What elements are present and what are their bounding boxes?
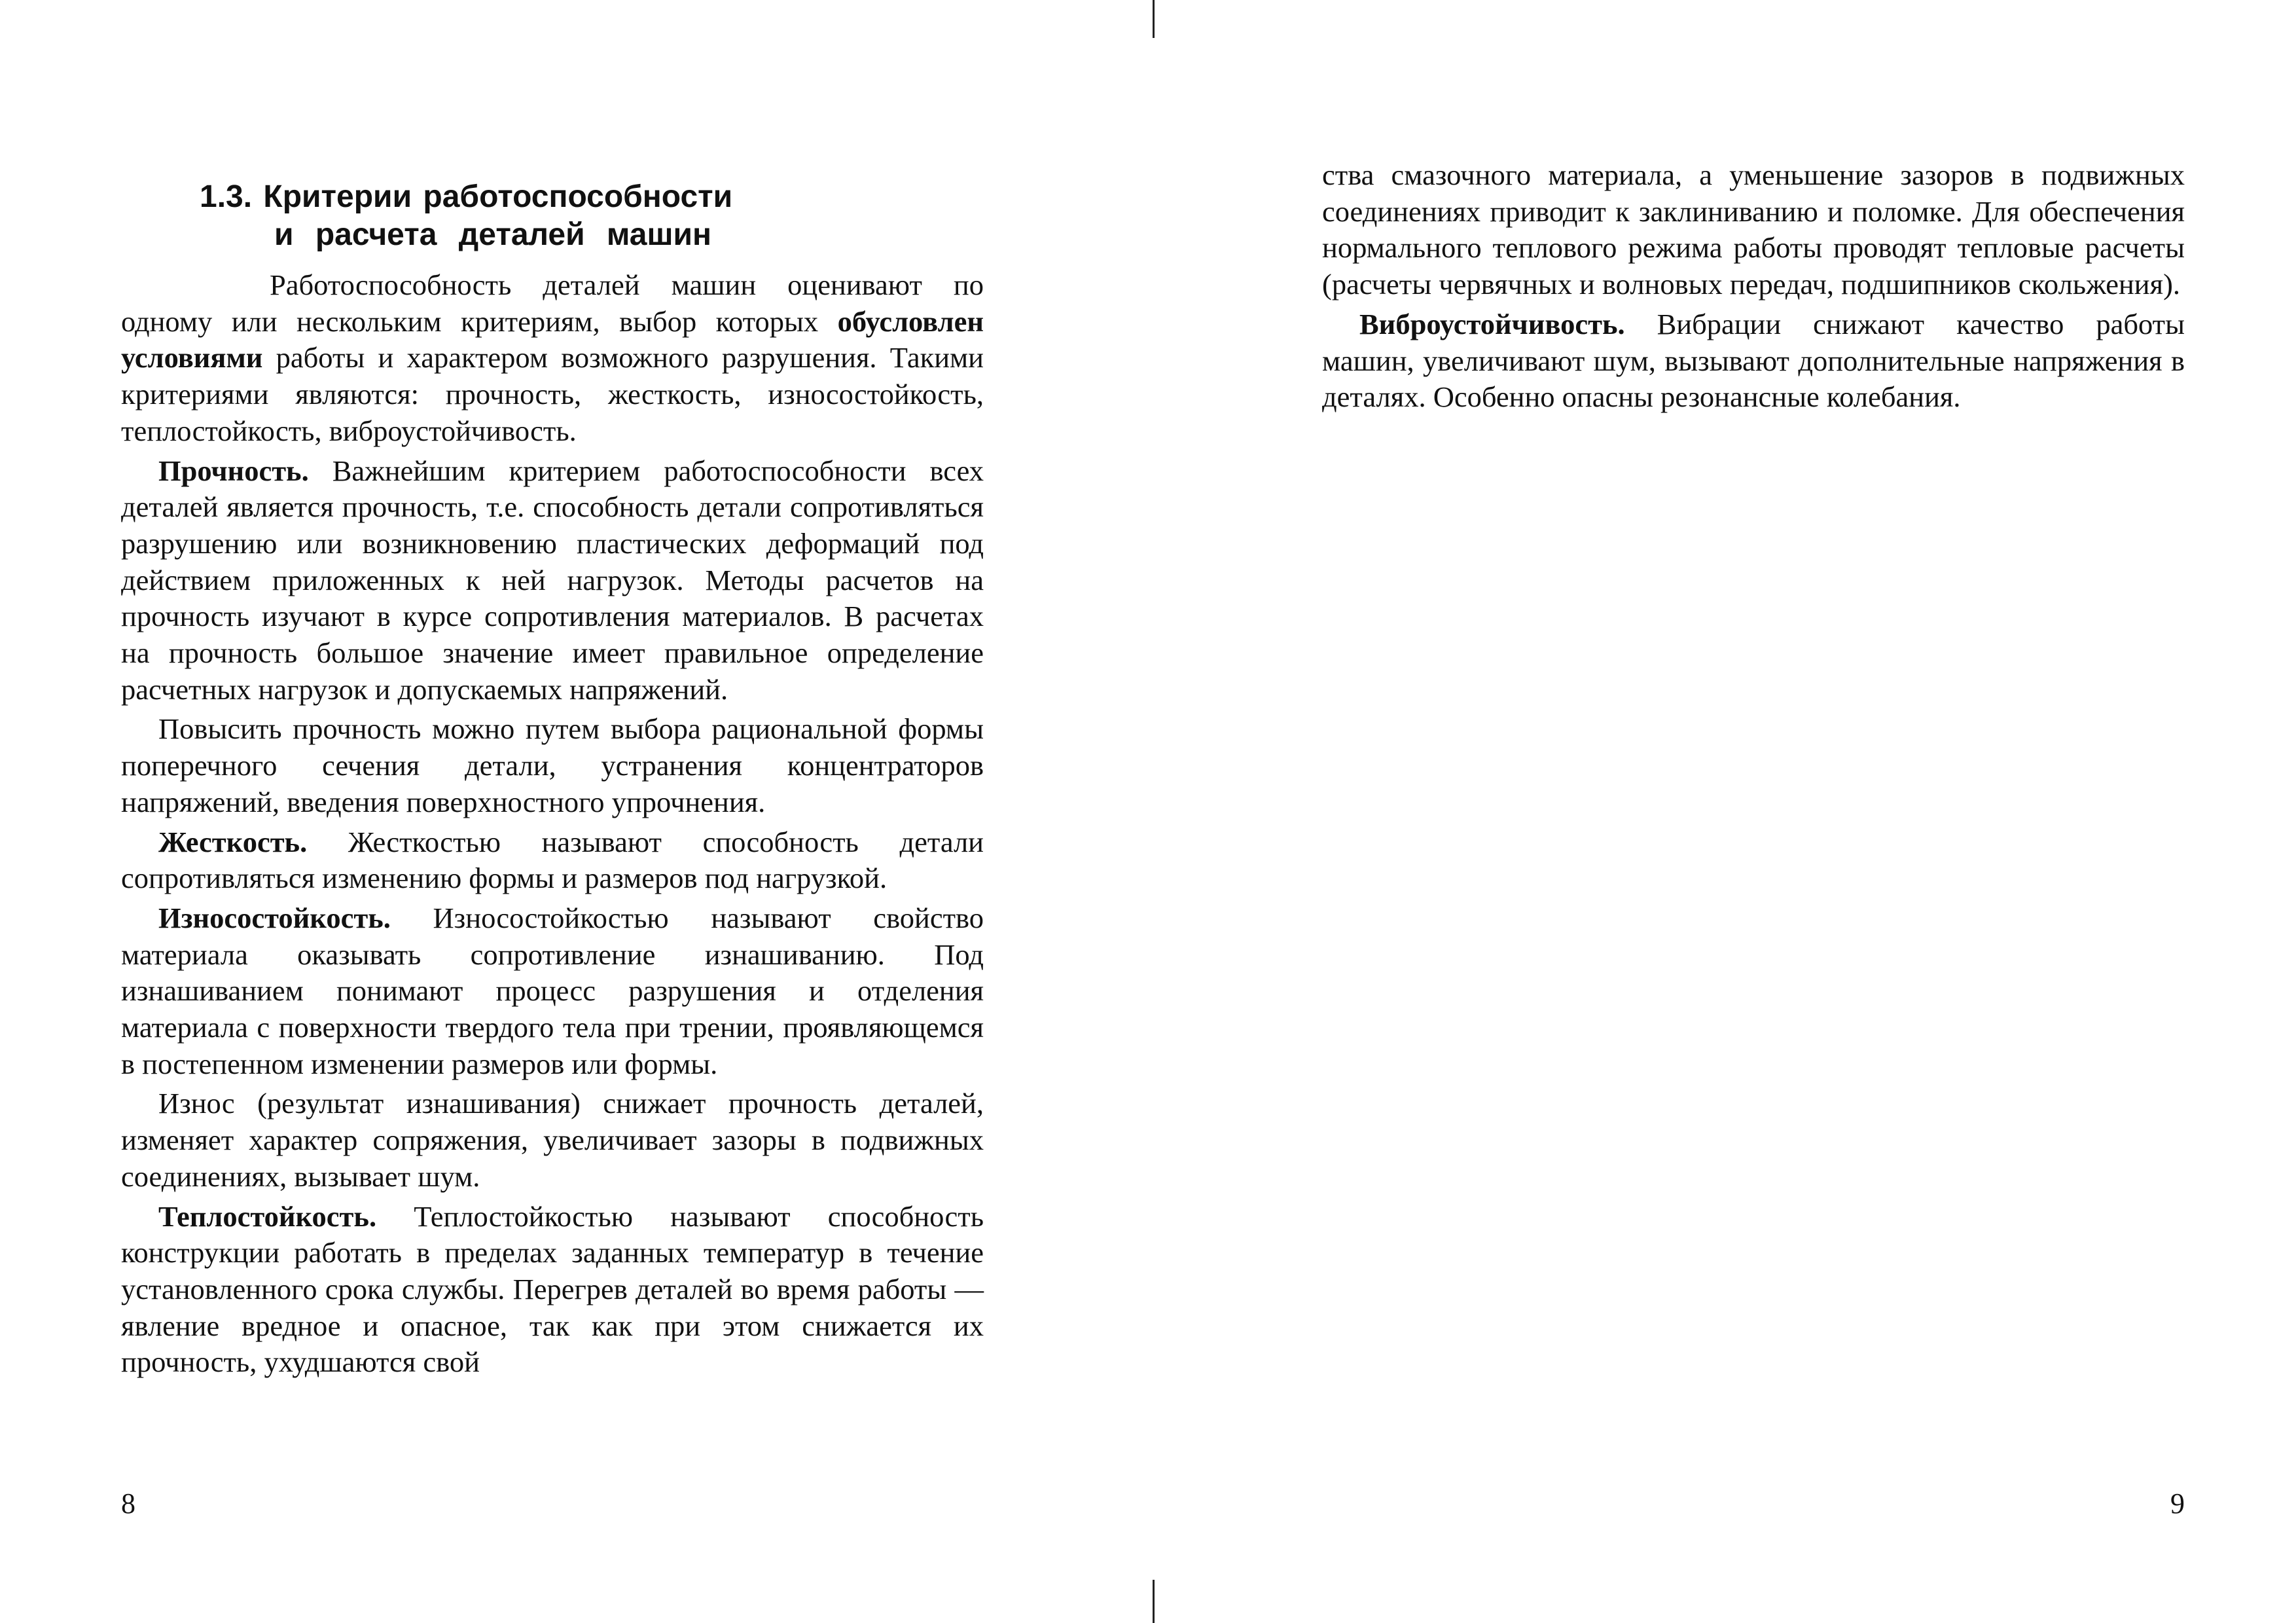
paragraph-wear-resistance — [121, 900, 984, 1083]
paragraph-stiffness — [121, 824, 984, 897]
paragraph-heat-continued — [1322, 157, 2185, 303]
right-text-column — [1322, 157, 2185, 416]
left-text-column — [121, 267, 984, 1381]
paragraph-strength — [121, 453, 984, 708]
term-stiffness: Жесткость. — [158, 825, 308, 858]
strength-increase-text: Повысить прочность можно путем выбора рациональной формы поперечного сечения детали, устранения концентраторов напряжений, введения поверхностного упрочнения. — [121, 712, 984, 818]
section-title-line-1: Критерии работоспособности — [263, 179, 733, 215]
paragraph-heat-resistance — [121, 1199, 984, 1381]
gutter-mark-bottom — [1153, 1580, 1155, 1623]
paragraph-strength-increase — [121, 711, 984, 820]
vibration-text: Вибрации снижают качество работы машин, увеличивают шум, вызывают дополнительные напряжения в деталях. Особенно опасны резонансные колебания. — [1322, 307, 2185, 414]
page-number-left: 8 — [121, 1487, 135, 1520]
term-wear-resistance: Износостойкость. — [158, 901, 391, 934]
heat-resistance-text: Теплостойкостью называют способность конструкции работать в пределах заданных температур в течение установленного срока службы. Перегрев деталей во время работы — явление вредное и опасное, так как при этом снижается их прочность, ухудшаются свой — [121, 1199, 984, 1379]
right-page — [1322, 0, 2185, 1623]
strength-text: Важнейшим критерием работоспособности всех деталей является прочность, т.е. способность детали сопротивляться разрушению или возникновению пластических деформаций под действием приложенных к ней нагрузок. Методы расчетов на прочность изучают в курсе сопротивления материалов. В расчетах на прочность большое значение имеет правильное определение расчетных нагрузок и допускаемых напряжений. — [121, 454, 984, 706]
wear-resistance-text: Износостойкостью называют свойство материала оказывать сопротивление изнашиванию. Под изнашиванием понимают процесс разрушения и отделения материала с поверхности твердого тела при трении, проявляющемся в постепенном изменении размеров или формы. — [121, 901, 984, 1080]
section-heading-line-1 — [200, 178, 985, 216]
term-strength: Прочность. — [158, 454, 309, 487]
intro-text-before: Работоспособность деталей машин оценивают по одному или нескольким критериям, выбор которых — [121, 268, 984, 338]
paragraph-intro — [121, 267, 984, 450]
page-number-right: 9 — [2170, 1487, 2185, 1520]
section-heading — [200, 178, 985, 254]
intro-text-after: работы и характером возможного разрушения. Такими критериями являются: прочность, жесткость, износостойкость, теплостойкость, виброустойчивость. — [121, 341, 984, 447]
wear-text: Износ (результат изнашивания) снижает прочность деталей, изменяет характер сопряжения, увеличивает зазоры в подвижных соединениях, вызывает шум. — [121, 1087, 984, 1193]
heat-continued-text: ства смазочного материала, а уменьшение зазоров в подвижных соединениях приводит к заклиниванию и поломке. Для обеспечения нормального теплового режима работы проводят тепловые расчеты (расчеты червячных и волновых передач, подшипников скольжения). — [1322, 158, 2185, 301]
section-number: 1.3. — [200, 179, 253, 215]
stiffness-text: Жесткостью называют способность детали сопротивляться изменению формы и размеров под нагрузкой. — [121, 825, 984, 895]
term-heat-resistance: Теплостойкость. — [158, 1199, 377, 1233]
paragraph-vibration — [1322, 306, 2185, 416]
term-vibration: Виброустойчивость. — [1359, 307, 1625, 340]
gutter-mark-top — [1153, 0, 1155, 38]
intro-bold-phrase: обусловлен условиями — [121, 304, 984, 374]
section-title-line-2: и расчета деталей машин — [274, 217, 711, 253]
paragraph-wear — [121, 1085, 984, 1195]
left-page — [121, 0, 984, 1623]
